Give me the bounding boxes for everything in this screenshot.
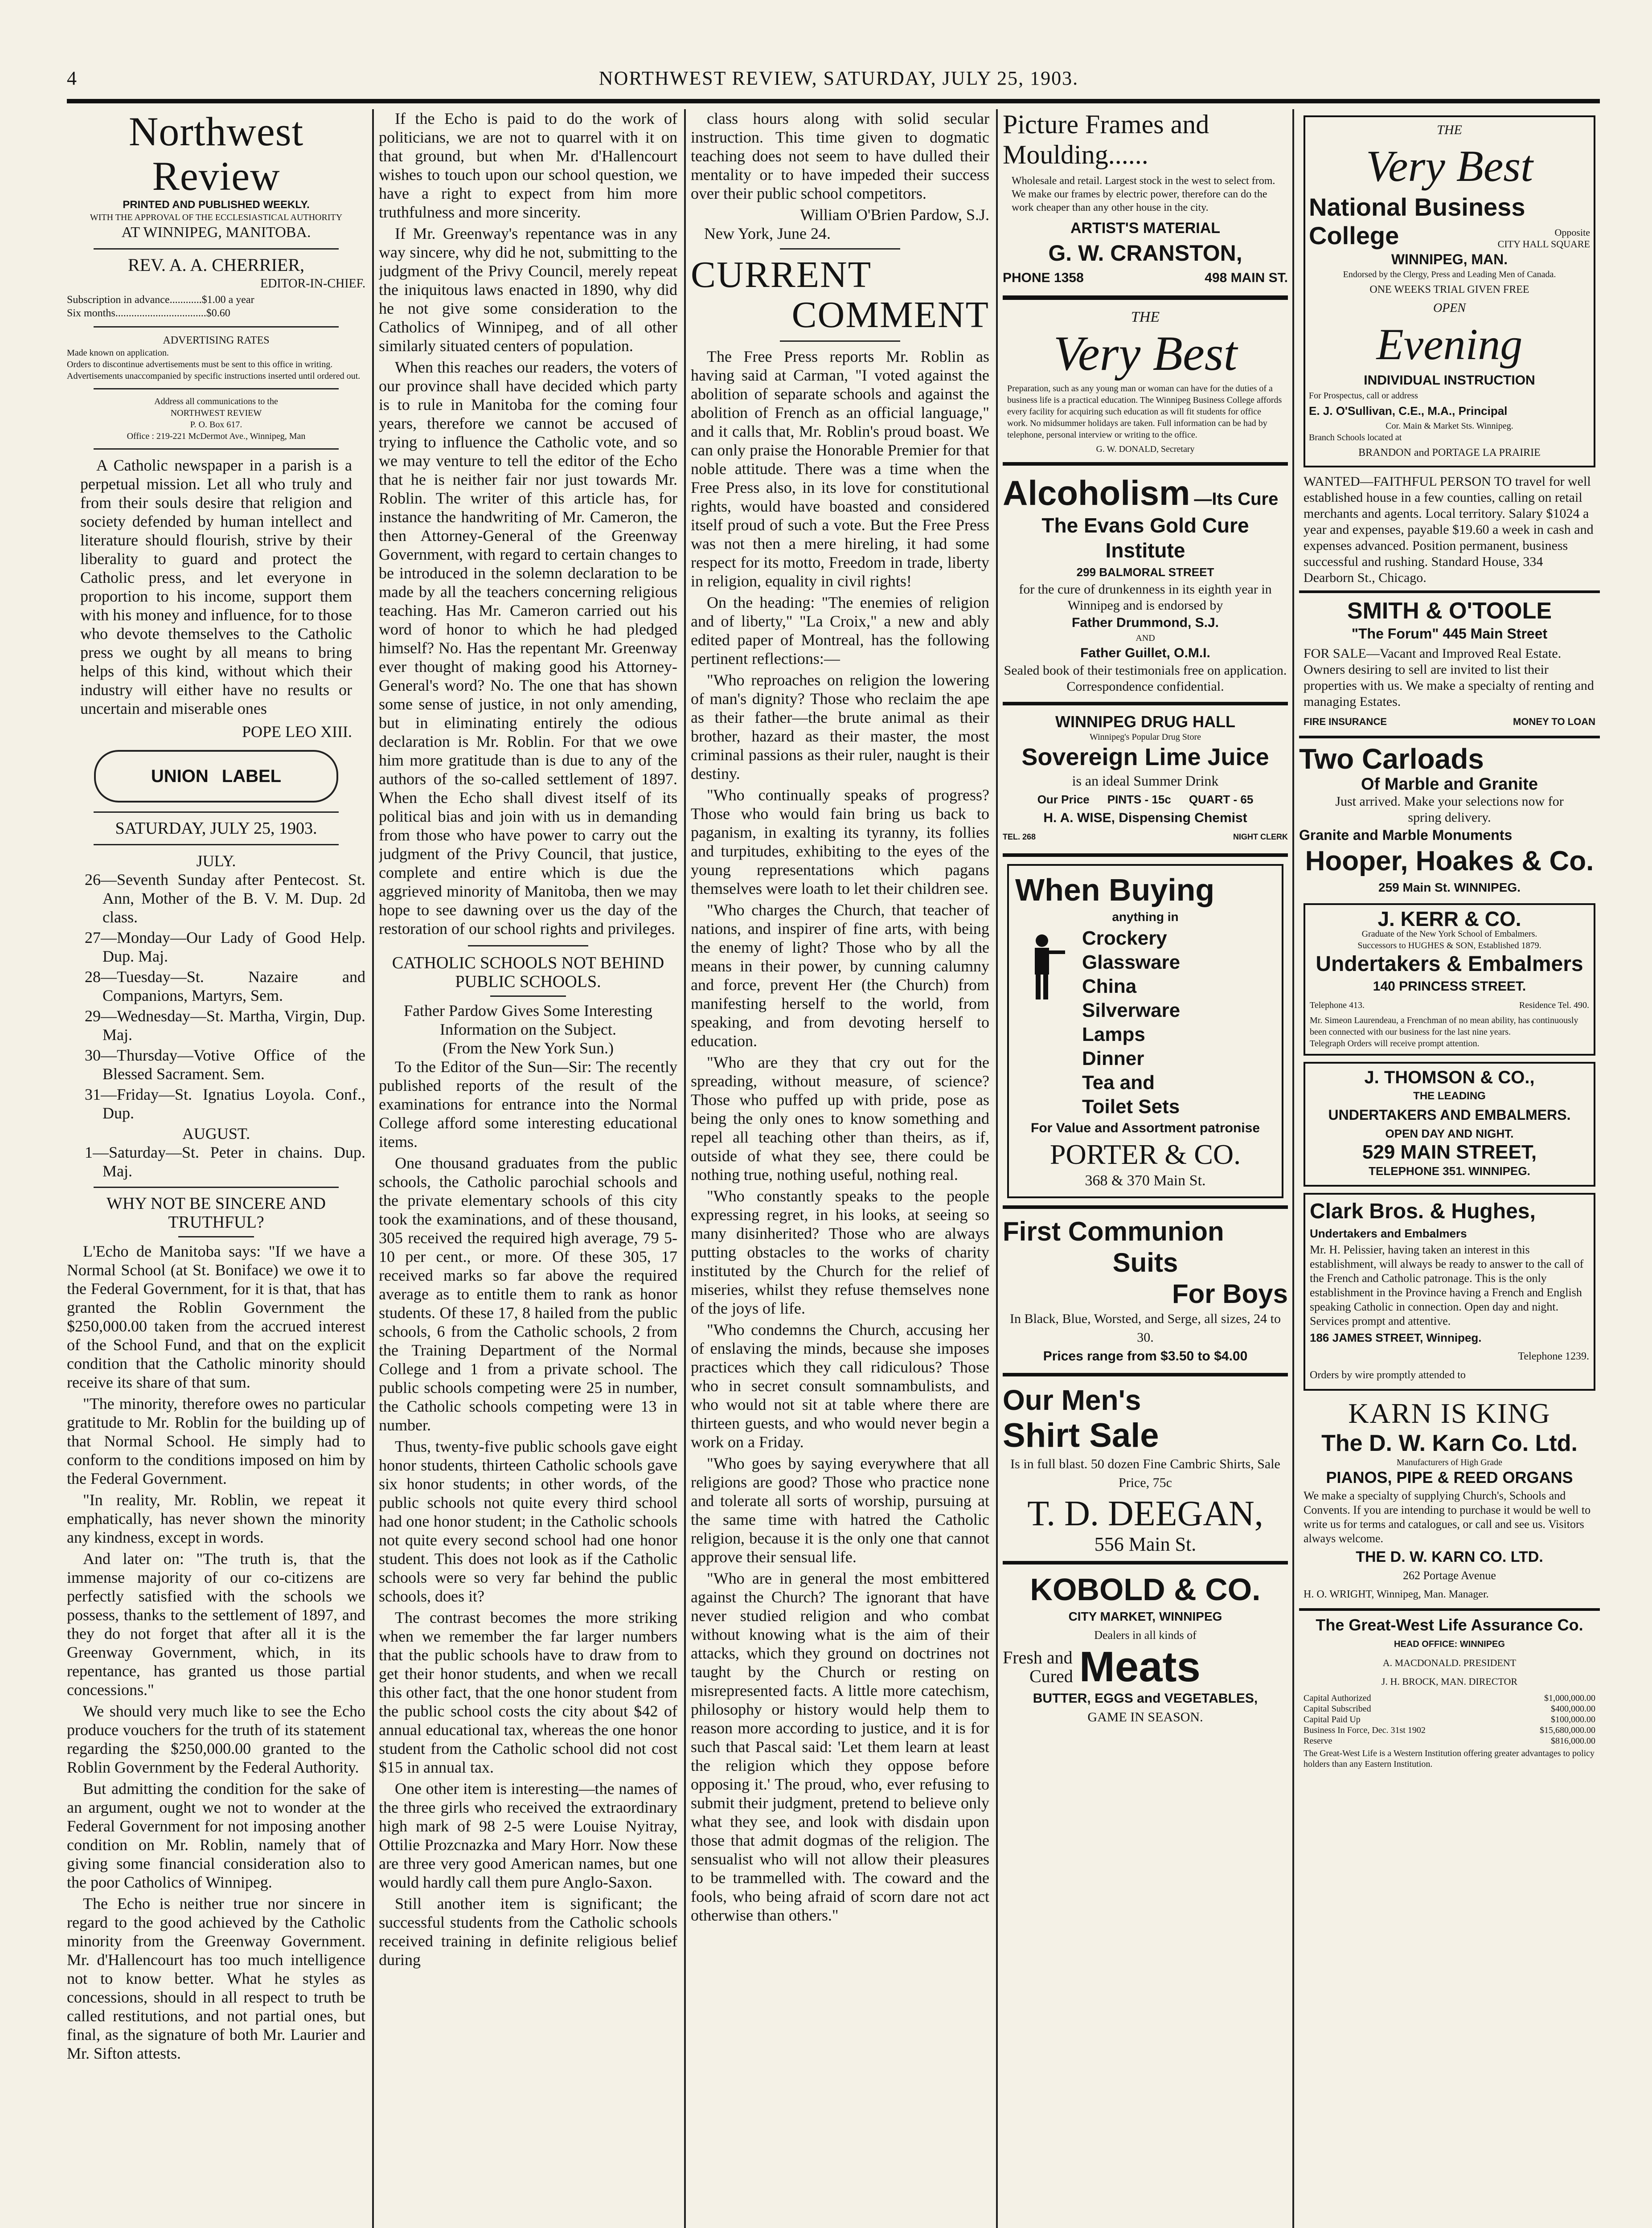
divider: [178, 1236, 254, 1237]
gw-president: A. MACDONALD. PRESIDENT: [1382, 1657, 1517, 1668]
section-heading: COMMENT: [791, 294, 989, 336]
gw-label: Business In Force, Dec. 31st 1902: [1304, 1725, 1426, 1735]
article-paragraph: If Mr. Greenway's repentance was in any way sincere, why did he not, submitting to the judgment of the Privy Council, merely repeat the iniquitous laws enacted in 1890, why did he not give some consideration to the Catholics of Winnipeg, and of all other similarly situated centers of population.: [379, 225, 677, 355]
nbc-opp: Opposite: [1554, 227, 1590, 238]
shirt-name: T. D. DEEGAN,: [1027, 1494, 1263, 1533]
column-1: [67, 109, 365, 2228]
divider: [94, 326, 339, 328]
kerr-tel: Telephone 413.: [1310, 1000, 1365, 1010]
article-paragraph: "Who are they that cry out for the spreading, without measure, of science? Those who puffed up with pride, pose as being the only ones to know something and repel all teaching other than theirs, as if, outside of what they see, there could be nothing true, nothing useful, nothing real.: [691, 1053, 989, 1184]
alcoholism-ad: [1003, 473, 1288, 513]
gw-value: $100,000.00: [1551, 1715, 1595, 1724]
subscription: Six months..................................$0.60: [67, 307, 230, 319]
frames-phone: PHONE 1358: [1003, 270, 1084, 285]
article-signature: William O'Brien Pardow, S.J.: [800, 206, 989, 224]
header-rule: [67, 99, 1600, 103]
when-item: Dinner: [1082, 1048, 1144, 1069]
divider: [94, 448, 339, 450]
article-source: (From the New York Sun.): [442, 1039, 614, 1057]
clark-name: Clark Bros. & Hughes,: [1310, 1200, 1536, 1223]
kerr-phones: [1310, 996, 1589, 1015]
article-paragraph: class hours along with solid secular instruction. This time given to dogmatic teaching does not seem to have dulled their mentality or to have impeded their success over their public school competitors.: [691, 110, 989, 202]
clark-text: Mr. H. Pelissier, having taken an interest in this establishment, will always be ready to answer to the call of the French and Catholic patronage. This is the only establishment in the Province having a French and English speaking Catholic in connection. Open day and night. Services prompt and attentive.: [1310, 1243, 1584, 1327]
frames-text: Wholesale and retail. Largest stock in the west to select from. We make our frames by electric power, therefore can do the work cheaper than any other house in the city.: [1012, 175, 1275, 213]
divider: [1299, 590, 1600, 593]
frames-title: Picture Frames and Moulding......: [1003, 110, 1209, 169]
editor-title: EDITOR-IN-CHIEF.: [260, 277, 365, 291]
article-paragraph: "Who are in general the most embittered against the Church? The ignorant that have never studied religion and who combat without knowing what is the aim of their attacks, which they ground on doctrines not taught by the Church or resting on misrepresented facts. A little more catechism, philosophy or history would help them to reason more according to justice, and it is for such that Pascal said: 'Let them learn at least the religion which they oppose before opposing it.' The proud, who, ever refusing to submit their judgment, pretend to believe only what they see, and look with disdain upon those that admit dogmas of the religion. The sensualist who will not allow their pleasures to be trammelled with. The coward and the fools, who being afraid of scorn dare not act otherwise than others.": [691, 1569, 989, 1924]
when-title: When Buying: [1015, 872, 1215, 907]
address: Address all communications to the: [154, 397, 278, 406]
article-title: WHY NOT BE SINCERE AND TRUTHFUL?: [107, 1194, 326, 1232]
frames-contact: [1003, 269, 1288, 287]
thomson-ad: [1304, 1062, 1595, 1187]
gw-table: [1304, 1693, 1595, 1746]
gw-value: $816,000.00: [1551, 1736, 1595, 1746]
calendar-item: 1—Saturday—St. Peter in chains. Dup. Maj.: [85, 1143, 365, 1180]
article-paragraph: "Who constantly speaks to the people expressing regret, in his looks, at seeing so many disinherited? Those who are always putting obstacles to the works of charity instituted by the Church for the relief of miseries, whilst they refuse themselves none of the joys of life.: [691, 1187, 989, 1317]
gw-row: [1304, 1704, 1595, 1714]
communion-title: Suits: [1112, 1248, 1178, 1278]
rates-text: Orders to discontinue advertisements must be sent to this office in writing.: [67, 360, 333, 369]
alc-text: for the cure of drunkenness in its eighth year in Winnipeg and is endorsed by: [1019, 582, 1272, 613]
gw-value: $15,680,000.00: [1540, 1725, 1595, 1735]
divider: [1003, 295, 1288, 300]
frames-address: 498 MAIN ST.: [1205, 270, 1288, 285]
nbc-the: THE: [1437, 123, 1462, 137]
article-paragraph: The Free Press reports Mr. Roblin as having said at Carman, "I voted against the abolition of separate schools and against the abolition of French as an official language," and it calls that, Mr. Roblin's proud boast. We can only praise the Honorable Premier for that noble attitude. There was a time when the Free Press also, in its love for constitutional rights, would have boasted and considered itself proud of such a vote. But the Free Press was not then a mere hireling, it had some respect for its motto, Freedom in trade, liberty in religion, equality in civil rights!: [691, 348, 989, 590]
clark-telephone: Telephone 1239.: [1518, 1351, 1589, 1362]
nbc-title: National Business: [1309, 193, 1525, 221]
column-divider: [684, 109, 686, 2228]
drug-tel: TEL. 268: [1003, 832, 1036, 841]
rates-text: Made known on application.: [67, 348, 169, 358]
divider: [468, 945, 588, 946]
kerr-grad: Graduate of the New York School of Embalmers.: [1361, 929, 1537, 939]
dateline: SATURDAY, JULY 25, 1903.: [115, 819, 317, 838]
thomson-undertakers: UNDERTAKERS AND EMBALMERS.: [1328, 1107, 1571, 1123]
waiter-figure-icon: [1015, 931, 1069, 1002]
page-header: [67, 67, 1600, 94]
article-subtitle: Father Pardow Gives Some Interesting Information on the Subject.: [404, 1002, 652, 1038]
calendar-item: 26—Seventh Sunday after Pentecost. St. Ann, Mother of the B. V. M. Dup. 2d class.: [85, 871, 365, 926]
article-paragraph: If the Echo is paid to do the work of politicians, we are not to quarrel with it on that ground, but when Mr. d'Hallencourt wishes to touch upon our school question, we have a right to expect from him more truthfulness and more sincerity.: [379, 110, 677, 221]
two-title: Two Carloads: [1299, 743, 1484, 775]
when-item: Silverware: [1082, 999, 1181, 1021]
nbc-city: CITY HALL SQUARE: [1497, 238, 1590, 250]
divider: [1003, 853, 1288, 857]
karn-text: We make a specialty of supplying Church's, Schools and Convents. If you are intending to purchase it would be well to write us for terms and catalogues, or call and see us. Visitors always welcome.: [1304, 1489, 1591, 1545]
clark-subtitle: Undertakers and Embalmers: [1310, 1227, 1467, 1240]
article-paragraph: "In reality, Mr. Roblin, we repeat it emphatically, has never shown the minority any kindness, except in words.: [67, 1491, 365, 1546]
alc-text: Sealed book of their testimonials free on application. Correspondence confidential.: [1004, 663, 1287, 694]
hooper-address: 259 Main St. WINNIPEG.: [1378, 881, 1521, 894]
gw-title: The Great-West Life Assurance Co.: [1316, 1616, 1583, 1634]
shirt-address: 556 Main St.: [1094, 1533, 1197, 1555]
article-paragraph: When this reaches our readers, the voters of our province shall have decided which party is to rule in Manitoba for the coming four years, therefore we cannot be accused of trying to influence the Catholic vote, and so we may venture to tell the editor of the Echo that he is neither fair nor just towards Mr. Roblin. The writer of this article has, for instance the handwriting of Mr. Cameron, the then Attorney-General of the Greenway Government, with regard to certain changes to be introduced in the solemn declaration to be made by all the teachers concerning religious teaching. Has Mr. Cameron carried out his word of honor to which he had pledged himself? No. Has the repentant Mr. Greenway ever thought of making good his Attorney-General's word? No. The one that has shown some sense of justice, in not only amending, but in eliminating entirely the odious declaration is Mr. Roblin. For that we owe him more gratitude than is due to any of the authors of the so-called settlement of 1897. When the Echo shall divest itself of its political bias and join with us in demanding from those who have power to carry out the judgment of the Privy Council, that justice, complete and entire which is due the aggrieved minority of Manitoba, then we may hope to see dawning over us the day of the restoration of our school rights and privileges.: [379, 358, 677, 938]
alc-endorser: Father Drummond, S.J.: [1071, 615, 1219, 630]
verybest-signature: G. W. DONALD, Secretary: [1096, 444, 1195, 454]
masthead-title: Northwest Review: [128, 109, 304, 199]
gw-value: $400,000.00: [1551, 1704, 1595, 1714]
when-text: For Value and Assortment patronise: [1031, 1121, 1260, 1135]
hooper-name: Hooper, Hoakes & Co.: [1305, 846, 1594, 876]
thomson-leading: THE LEADING: [1413, 1090, 1486, 1102]
article-paragraph: Still another item is significant; the successful students from the Catholic schools received training in definite religious belief during: [379, 1895, 677, 1969]
divider: [1003, 1373, 1288, 1376]
article-paragraph: The Echo is neither true nor sincere in regard to the good achieved by the Catholic minority from the Greenway Government. Mr. d'Hallencourt has too much intelligence not to know better. What he styles as concessions, should in all respect to truth be called restitutions, and not partial ones, but final, as the signature of both Mr. Laurier and Mr. Sifton attests.: [67, 1895, 365, 2062]
calendar-item: 28—Tuesday—St. Nazaire and Companions, Martyrs, Sem.: [85, 968, 365, 1004]
rates-title: ADVERTISING RATES: [163, 335, 270, 346]
column-5: [1299, 109, 1600, 2228]
karn-address: 262 Portage Avenue: [1403, 1569, 1496, 1582]
drug-night: NIGHT CLERK: [1233, 832, 1288, 841]
column-3: [691, 109, 989, 2228]
rates-text: Advertisements unaccompanied by specific instructions inserted until ordered out.: [67, 371, 361, 381]
article-paragraph: "The minority, therefore owes no particular gratitude to Mr. Roblin for the building up of that Normal School. He simply had to conform to the conditions imposed on him by the Federal Government.: [67, 1395, 365, 1487]
clark-ad: [1304, 1193, 1595, 1391]
divider: [1003, 1561, 1288, 1565]
eve-corner: Cor. Main & Market Sts. Winnipeg.: [1386, 421, 1513, 431]
address: P. O. Box 617.: [190, 420, 242, 430]
divider: [1299, 736, 1600, 738]
divider: [1299, 1608, 1600, 1611]
article-paragraph: On the heading: "The enemies of religion and of liberty," "La Croix," a new and ably edited paper of Montreal, has the following pertinent reflections:—: [691, 594, 989, 668]
shirt-text: Is in full blast. 50 dozen Fine Cambric Shirts, Sale Price, 75c: [1010, 1457, 1280, 1490]
communion-price: Prices range from $3.50 to $4.00: [1043, 1349, 1248, 1364]
when-item: Toilet Sets: [1082, 1096, 1180, 1118]
drug-price-label: Our Price: [1037, 793, 1090, 806]
karn-manufacturers: Manufacturers of High Grade: [1396, 1458, 1503, 1467]
drug-product: Sovereign Lime Juice: [1021, 744, 1269, 770]
article-paragraph: The contrast becomes the more striking when we remember the far larger numbers that the public schools have to draw from to get their honor students, and when we recall this other fact, that the one honor student from the public school costs the city about $42 of annual educational tax, whereas the one honor student from the Catholic school did not cost $15 in annual tax.: [379, 1609, 677, 1776]
kobold-game: GAME IN SEASON.: [1087, 1710, 1203, 1724]
divider: [94, 844, 339, 845]
article-paragraph: "Who continually speaks of progress? Those who would fain bring us back to paganism, in exalting its tyranny, its follies and turpitudes, exhibiting to the eyes of the young representations which pagans themselves were loath to let their children see.: [691, 786, 989, 897]
wanted-ad: WANTED—FAITHFUL PERSON TO travel for well established house in a few counties, calling on retail merchants and agents. Local territory. Salary $1024 a year and expenses, payable $19.60 a week in cash and expenses advanced. Position permanent, business successful and rushing. Standard House, 334 Dearborn St., Chicago.: [1304, 474, 1594, 585]
drug-prices: [1003, 790, 1288, 809]
clark-address: 186 JAMES STREET, Winnipeg.: [1310, 1331, 1482, 1344]
kobold-cured: Cured: [1029, 1666, 1073, 1686]
column-divider: [372, 109, 374, 2228]
drug-text: is an ideal Summer Drink: [1072, 773, 1219, 789]
smith-money: MONEY TO LOAN: [1513, 716, 1595, 727]
calendar-list: [67, 870, 365, 1122]
verybest-text: Preparation, such as any young man or woman can have for the duties of a business life is a practical education. The Winnipeg Business College affords every facility for acquiring such education as will fit students for office work. No midsummer holidays are taken. Full information can be had by telephone, personal interview or writing to the office.: [1007, 384, 1282, 440]
smith-fire: FIRE INSURANCE: [1304, 716, 1387, 727]
calendar-month: AUGUST.: [182, 1125, 250, 1143]
when-item: China: [1082, 975, 1137, 997]
thomson-name: J. THOMSON & CO.,: [1364, 1068, 1535, 1087]
gw-label: Capital Authorized: [1304, 1693, 1371, 1703]
calendar-item: 30—Thursday—Votive Office of the Blessed Sacrament. Sem.: [85, 1046, 365, 1083]
smith-services: [1304, 713, 1595, 731]
union-label-logo: [94, 750, 338, 803]
pope-quote: A Catholic newspaper in a parish is a perpetual mission. Let all who truly and from their souls desire that religion and society defended by human intellect and literature should flourish, strive by their liberality to guard and protect the Catholic press, and let everyone in proportion to his income, support them with his money and influence, for to those who devote themselves to the Catholic press we ought by all means to bring helps of this kind, without which their industry will either have no results or uncertain and miserable ones: [80, 456, 352, 717]
eve-logo: Evening: [1376, 319, 1523, 369]
nbc-city2: WINNIPEG, MAN.: [1391, 251, 1508, 267]
frames-name: G. W. CRANSTON,: [1048, 241, 1242, 266]
article-paragraph: L'Echo de Manitoba says: "If we have a Normal School (at St. Boniface) we owe it to the Federal Government, for it is that, that has granted the Roblin Government the $250,000.00 taken from the accrued interest of the School Fund, and that on the explicit condition that the Catholic minority should receive its share of that sum.: [67, 1242, 365, 1391]
nbc-logo: Very Best: [1366, 141, 1533, 191]
karn-manager: H. O. WRIGHT, Winnipeg, Man. Manager.: [1304, 1589, 1489, 1600]
article-paragraph: "Who goes by saying everywhere that all religions are good? Those who practice none and tolerate all sorts of worship, pursuing at the same time with hatred the Catholic religion, because it is the only one that cannot approve their sensual life.: [691, 1454, 989, 1566]
alc-endorser: Father Guillet, O.M.I.: [1080, 646, 1210, 660]
when-body: [1015, 926, 1275, 1119]
divider: [780, 340, 900, 342]
gw-row: [1304, 1693, 1595, 1704]
calendar-item: 29—Wednesday—St. Martha, Virgin, Dup. Maj.: [85, 1007, 365, 1044]
column-2: [379, 109, 677, 2228]
calendar-month: JULY.: [196, 852, 236, 870]
drug-chemist: H. A. WISE, Dispensing Chemist: [1043, 811, 1247, 825]
divider: [94, 811, 339, 813]
calendar-item: 27—Monday—Our Lady of Good Help. Dup. Maj.: [85, 929, 365, 965]
eve-branch2: BRANDON and PORTAGE LA PRAIRIE: [1358, 447, 1541, 459]
when-item: Lamps: [1082, 1024, 1145, 1045]
eve-open: OPEN: [1433, 301, 1466, 315]
nbc-opposite: [1498, 227, 1590, 250]
thomson-open: OPEN DAY AND NIGHT.: [1385, 1127, 1514, 1140]
column-divider: [996, 109, 998, 2228]
karn-name: The D. W. Karn Co. Ltd.: [1321, 1430, 1578, 1456]
two-text: Just arrived. Make your selections now for spring delivery.: [1335, 794, 1564, 825]
when-item: Tea and: [1082, 1072, 1155, 1094]
article-paragraph: But admitting the condition for the sake of an argument, ought we not to wonder at the Federal Government for not imposing another condition on Mr. Roblin, namely that of giving some financial consideration also to the poor Catholics of Winnipeg.: [67, 1780, 365, 1891]
kobold-fresh-cured: [1003, 1648, 1073, 1686]
nbc-ad: [1304, 115, 1595, 467]
kerr-title: Undertakers & Embalmers: [1316, 952, 1583, 976]
address: NORTHWEST REVIEW: [170, 408, 262, 418]
gw-row: [1304, 1725, 1595, 1736]
alc-subtitle: —Its Cure: [1194, 489, 1279, 509]
when-subtitle: anything in: [1112, 910, 1179, 924]
column-4: [1003, 109, 1288, 2228]
porter-address: 368 & 370 Main St.: [1085, 1172, 1206, 1189]
when-items: [1082, 926, 1180, 1119]
gw-row: [1304, 1714, 1595, 1725]
article-paragraph: "Who condemns the Church, accusing her of enslaving the minds, because she imposes practices which they call ridiculous? Those who in secret consult somnambulists, and who would not sit at table where there are thirteen guests, and who would never begin a work on a Friday.: [691, 1321, 989, 1451]
smith-subtitle: "The Forum" 445 Main Street: [1351, 626, 1548, 642]
nbc-title: College: [1309, 221, 1399, 250]
gw-office: HEAD OFFICE: WINNIPEG: [1394, 1639, 1505, 1649]
karn-title: KARN IS KING: [1348, 1397, 1551, 1429]
drug-quart: QUART - 65: [1189, 793, 1254, 806]
drug-pints: PINTS - 15c: [1107, 793, 1171, 806]
smith-title: SMITH & O'TOOLE: [1347, 598, 1552, 624]
alc-and: AND: [1135, 633, 1155, 643]
kobold-meats-line: [1003, 1645, 1288, 1689]
communion-text: In Black, Blue, Worsted, and Serge, all sizes, 24 to 30.: [1009, 1311, 1281, 1345]
divider: [490, 995, 566, 997]
divider: [94, 388, 339, 389]
eve-principal: E. J. O'Sullivan, C.E., M.A., Principal: [1309, 404, 1508, 418]
article-paragraph: Thus, twenty-five public schools gave eight honor students, thirteen Catholic schools gave six honor students; in other words, of the public schools not quite every third school had one honor student; in the Catholic schools not quite every second school had one honor student. This does not look as if the Catholic schools were so very far behind the public schools, does it?: [379, 1438, 677, 1605]
kobold-name: KOBOLD & CO.: [1030, 1572, 1261, 1607]
porter-name: PORTER & CO.: [1049, 1139, 1241, 1170]
divider: [94, 1187, 339, 1188]
editor-name: REV. A. A. CHERRIER,: [128, 255, 304, 275]
page-number: 4: [67, 67, 78, 89]
gw-value: $1,000,000.00: [1544, 1693, 1595, 1703]
alc-title: Alcoholism: [1003, 473, 1190, 512]
drug-subtitle: Winnipeg's Popular Drug Store: [1090, 732, 1201, 742]
subscription: Subscription in advance............$1.00 a year: [67, 294, 254, 306]
article-paragraph: "Who reproaches on religion the lowering of man's dignity? Those who reclaim the ape as their father—the brute animal as their brother, hazard as their master, the most criminal passions as their ruler, naught is their destiny.: [691, 671, 989, 782]
smith-text: FOR SALE—Vacant and Improved Real Estate. Owners desiring to sell are invited to list their properties with us. We make a specialty of renting and managing Estates.: [1304, 646, 1594, 709]
when-item: Crockery: [1082, 927, 1167, 949]
thomson-address: 529 MAIN STREET,: [1362, 1141, 1537, 1163]
kobold-butter: BUTTER, EGGS and VEGETABLES,: [1033, 1691, 1258, 1706]
gw-footer: The Great-West Life is a Western Institution offering greater advantages to policy holders than any Eastern Institution.: [1304, 1749, 1595, 1769]
calendar-list: [67, 1143, 365, 1180]
kerr-ad: [1304, 903, 1595, 1056]
kobold-subtitle: CITY MARKET, WINNIPEG: [1068, 1610, 1222, 1623]
article-paragraph: And later on: "The truth is, that the immense majority of our co-citizens are perfectly satisfied with the schools we possess, thanks to the settlement of 1897, and they do not forget that after all it is the Greenway Government, which, in its repentance, has granted us those partial concessions.": [67, 1550, 365, 1699]
article-place: New York, June 24.: [704, 225, 831, 242]
gw-label: Reserve: [1304, 1736, 1332, 1746]
masthead-line: AT WINNIPEG, MANITOBA.: [121, 224, 311, 241]
drug-title: WINNIPEG DRUG HALL: [1055, 713, 1235, 731]
clark-orders: Orders by wire promptly attended to: [1310, 1369, 1466, 1381]
divider: [1003, 462, 1288, 466]
karn-company: THE D. W. KARN CO. LTD.: [1356, 1548, 1543, 1565]
eve-branch: Branch Schools located at: [1309, 433, 1402, 442]
thomson-telephone: TELEPHONE 351. WINNIPEG.: [1369, 1164, 1530, 1178]
kobold-meats: Meats: [1079, 1643, 1201, 1691]
divider: [94, 248, 339, 250]
kerr-successors: Successors to HUGHES & SON, Established 1879.: [1357, 941, 1541, 950]
address: Office : 219-221 McDermot Ave., Winnipeg, Man: [127, 431, 306, 441]
nbc-endorsed: Endorsed by the Clergy, Press and Leading Men of Canada.: [1343, 270, 1556, 279]
gw-director: J. H. BROCK, MAN. DIRECTOR: [1381, 1676, 1518, 1687]
article-paragraph: To the Editor of the Sun—Sir: The recently published reports of the result of the examinations for entrance into the Normal College afford some interesting educational items.: [379, 1058, 677, 1151]
alc-institute: The Evans Gold Cure Institute: [1041, 514, 1249, 562]
frames-artist: ARTIST'S MATERIAL: [1070, 220, 1221, 237]
article-paragraph: One thousand graduates from the public schools, the Catholic parochial schools and the private elementary schools of this city took the examinations, and of these thousand, 305 received the required high average, 79 5-10 per cent., or more. Of these 305, 17 received marks so far above the required average as to entitle them to rank as honor students. Of these 17, 8 hailed from the public schools, 6 from the Catholic schools, 2 from the Training Department of the Normal College and 1 from a private school. The public schools competing were 25 in number, the Catholic schools competing were 13 in number.: [379, 1154, 677, 1434]
gw-label: Capital Paid Up: [1304, 1715, 1361, 1724]
gw-row: [1304, 1736, 1595, 1746]
masthead-line: PRINTED AND PUBLISHED WEEKLY.: [123, 199, 310, 211]
calendar-item: 31—Friday—St. Ignatius Loyola. Conf., Dup.: [85, 1085, 365, 1122]
masthead-line: WITH THE APPROVAL OF THE ECCLESIASTICAL AUTHORITY: [90, 213, 343, 222]
when-item: Glassware: [1082, 951, 1181, 973]
kerr-telegraph: Telegraph Orders will receive prompt attention.: [1310, 1039, 1480, 1048]
kerr-name: J. KERR & CO.: [1377, 907, 1521, 930]
article-paragraph: One other item is interesting—the names of the three girls who received the extraordinary high mark of 98 2-5 were Louise Nyitray, Ottilie Prozcnazka and Mary Horr. Now these are three very good American names, but one would hardly call them pure Anglo-Saxon.: [379, 1780, 677, 1891]
figure-area: [1015, 926, 1082, 1119]
eve-prospectus: For Prospectus, call or address: [1309, 391, 1418, 401]
kobold-dealers: Dealers in all kinds of: [1094, 1629, 1197, 1642]
alc-address: 299 BALMORAL STREET: [1076, 565, 1214, 579]
karn-pianos: PIANOS, PIPE & REED ORGANS: [1326, 1468, 1573, 1487]
union-label-left: UNION: [151, 766, 209, 786]
shirt-title: Our Men's: [1003, 1384, 1141, 1416]
kerr-text: Mr. Simeon Laurendeau, a Frenchman of no mean ability, has continuously been connected with our business for the last nine years.: [1310, 1016, 1578, 1037]
porter-ad: [1007, 864, 1283, 1198]
quote-author: POPE LEO XIII.: [242, 723, 352, 741]
article-title: CATHOLIC SCHOOLS NOT BEHIND PUBLIC SCHOOLS.: [392, 954, 664, 991]
kerr-address: 140 PRINCESS STREET.: [1373, 979, 1526, 994]
kerr-res: Residence Tel. 490.: [1519, 1000, 1589, 1010]
divider: [1003, 1205, 1288, 1209]
verybest-the: THE: [1131, 309, 1160, 325]
shirt-title: Shirt Sale: [1003, 1417, 1159, 1454]
divider: [1003, 702, 1288, 705]
two-monuments: Granite and Marble Monuments: [1299, 827, 1513, 843]
nbc-college-line: [1309, 221, 1590, 250]
article-paragraph: "Who charges the Church, that teacher of nations, and inspirer of fine arts, with being the enemy of light? Those who by all the means in their power, by cunning calumny and force, prevent Her (the Church) from manifesting herself to the world, from speaking, and from devoting herself to education.: [691, 901, 989, 1050]
page-title: NORTHWEST REVIEW, SATURDAY, JULY 25, 1903.: [598, 67, 1079, 89]
drug-contacts: [1003, 827, 1288, 846]
communion-title: First Communion: [1003, 1216, 1224, 1246]
article-paragraph: We should very much like to see the Echo produce vouchers for the truth of its statement regarding the $250,000.00 granted to the Roblin Government by the Federal Authority.: [67, 1702, 365, 1776]
communion-title: For Boys: [1172, 1279, 1288, 1309]
verybest-logo: Very Best: [1053, 326, 1238, 381]
gw-label: Capital Subscribed: [1304, 1704, 1371, 1714]
two-subtitle: Of Marble and Granite: [1361, 775, 1538, 794]
eve-instruction: INDIVIDUAL INSTRUCTION: [1364, 373, 1535, 388]
section-heading: CURRENT: [691, 254, 872, 295]
column-divider: [1292, 109, 1294, 2228]
union-label-right: LABEL: [221, 766, 282, 786]
kobold-fresh: Fresh and: [1003, 1647, 1073, 1667]
nbc-trial: ONE WEEKS TRIAL GIVEN FREE: [1369, 284, 1529, 295]
divider: [780, 248, 900, 250]
